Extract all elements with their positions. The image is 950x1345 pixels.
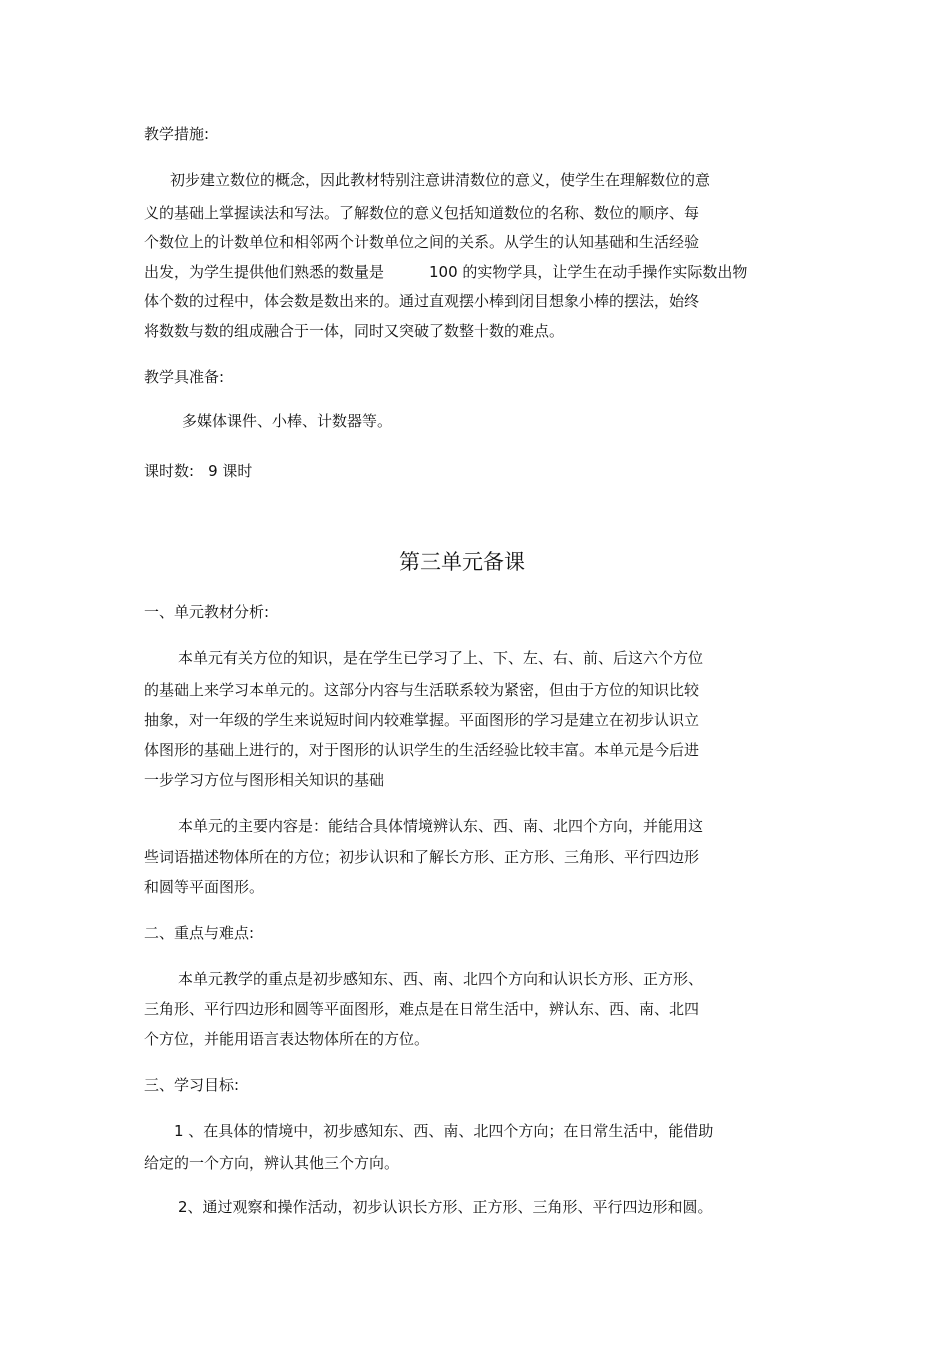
teaching-measures-label: 教学措施:: [144, 125, 210, 143]
teaching-measures-line: 将数数与数的组成融合于一体，同时又突破了数整十数的难点。: [144, 322, 565, 340]
part1-para2-line: 些词语描述物体所在的方位；初步认识和了解长方形、正方形、三角形、平行四边形: [144, 848, 700, 866]
part1-para1-line: 抽象，对一年级的学生来说短时间内较难掌握。平面图形的学习是建立在初步认识立: [144, 711, 700, 729]
part1-para1-line: 的基础上来学习本单元的。这部分内容与生活联系较为紧密，但由于方位的知识比较: [144, 681, 700, 699]
materials-label: 教学具准备:: [144, 368, 225, 386]
part3-goal1-line: 给定的一个方向，辨认其他三个方向。: [144, 1154, 400, 1172]
part2-line: 三角形、平行四边形和圆等平面图形，难点是在日常生活中，辨认东、西、南、北四: [144, 1000, 700, 1018]
materials-content: 多媒体课件、小棒、计数器等。: [182, 412, 393, 430]
part1-para2-line: 和圆等平面图形。: [144, 878, 265, 896]
teaching-measures-line: 初步建立数位的概念，因此教材特别注意讲清数位的意义，使学生在理解数位的意: [170, 171, 711, 189]
teaching-measures-line: 100 的实物学具，让学生在动手操作实际数出物: [429, 263, 748, 281]
lesson-hours-label: 课时数:: [144, 462, 195, 480]
part1-para2-line: 本单元的主要内容是：能结合具体情境辨认东、西、南、北四个方向，并能用这: [178, 817, 704, 835]
part2-line: 个方位，并能用语言表达物体所在的方位。: [144, 1030, 430, 1048]
part3-goal1-line: 1 、在具体的情境中，初步感知东、西、南、北四个方向；在日常生活中，能借助: [174, 1122, 714, 1140]
part1-para1-line: 体图形的基础上进行的，对于图形的认识学生的生活经验比较丰富。本单元是今后进: [144, 741, 700, 759]
lesson-hours-value: 9 课时: [208, 462, 253, 480]
unit-title: 第三单元备课: [399, 550, 525, 574]
part3-goal2: 2、通过观察和操作活动，初步认识长方形、正方形、三角形、平行四边形和圆。: [178, 1198, 713, 1216]
part1-heading: 一、单元教材分析:: [144, 603, 270, 621]
teaching-measures-line: 体个数的过程中，体会数是数出来的。通过直观摆小棒到闭目想象小棒的摆法，始终: [144, 292, 700, 310]
part3-heading: 三、学习目标:: [144, 1076, 240, 1094]
part2-line: 本单元教学的重点是初步感知东、西、南、北四个方向和认识长方形、正方形、: [178, 970, 704, 988]
teaching-measures-line: 个数位上的计数单位和相邻两个计数单位之间的关系。从学生的认知基础和生活经验: [144, 233, 700, 251]
teaching-measures-line: 义的基础上掌握读法和写法。了解数位的意义包括知道数位的名称、数位的顺序、每: [144, 204, 700, 222]
lesson-hours: [144, 461, 252, 481]
part1-para1-line: 本单元有关方位的知识，是在学生已学习了上、下、左、右、前、后这六个方位: [178, 649, 704, 667]
part2-heading: 二、重点与难点:: [144, 924, 255, 942]
part1-para1-line: 一步学习方位与图形相关知识的基础: [144, 771, 385, 789]
teaching-measures-line: 出发，为学生提供他们熟悉的数量是: [144, 263, 385, 281]
